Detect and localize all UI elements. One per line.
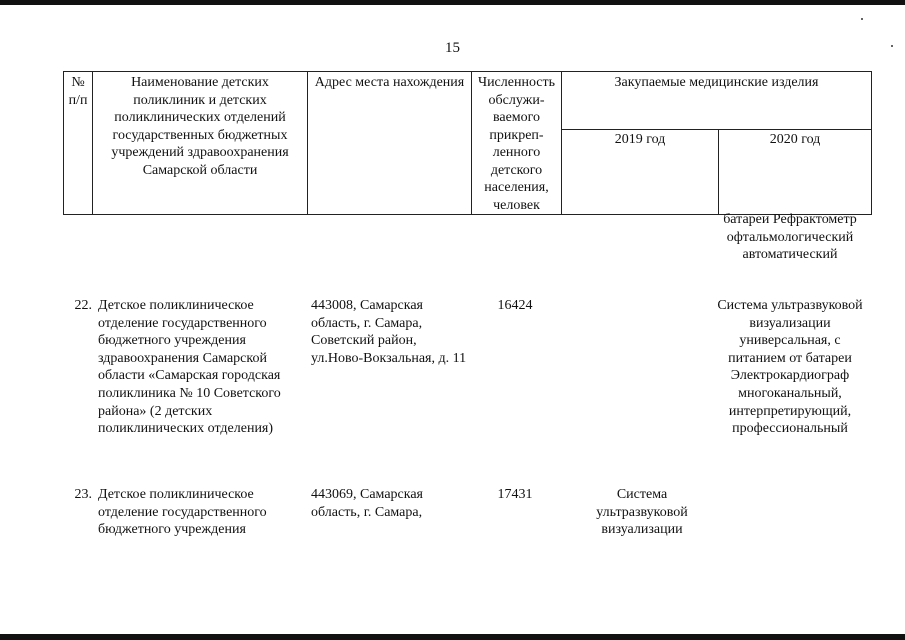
continued-items-2020: батареи Рефрактометр офтальмологический автоматический xyxy=(723,212,857,263)
row-22-name: Детское поликлиническое отделение государственного бюджетного учреждения здравоохранения Самарской области «Самарская городская поликлиника № 10 Советского района» (2 детских поликлинических отделения) xyxy=(98,298,281,437)
page-number: 15 xyxy=(445,40,460,56)
row-23-address: 443069, Самарская область, г. Самара, xyxy=(311,487,423,520)
row-22-num: 22. xyxy=(74,298,92,313)
row-23-name: Детское поликлиническое отделение государственного бюджетного учреждения xyxy=(98,487,267,538)
scan-speck xyxy=(861,18,863,20)
top-scan-border xyxy=(0,0,905,5)
header-year-2019: 2019 год xyxy=(562,129,719,214)
row-22-address: 443008, Самарская область, г. Самара, Советский район, ул.Ново-Вокзальная, д. 11 xyxy=(311,298,467,366)
row-22-items-2020: Система ультразвуковой визуализации универсальная, с питанием от батареи Электрокардиограф многоканальный, интерпретирующий, профессиональный xyxy=(717,298,863,437)
row-23-population: 17431 xyxy=(497,487,533,502)
row-23-items-2019: Система ультразвуковой визуализации xyxy=(596,487,688,538)
header-population: Численность обслужи-ваемого прикреп-ленного детского населения, человек xyxy=(472,72,562,215)
header-purchased: Закупаемые медицинские изделия xyxy=(562,72,872,130)
header-num: № п/п xyxy=(64,72,93,215)
row-23-num: 23. xyxy=(74,487,92,502)
row-22-population: 16424 xyxy=(497,298,533,313)
bottom-scan-border xyxy=(0,634,905,640)
header-year-2020: 2020 год xyxy=(719,129,872,214)
header-name: Наименование детских поликлиник и детских поликлинических отделений государственных бюджетных учреждений здравоохранения Самарской области xyxy=(93,72,308,215)
header-table xyxy=(63,71,872,215)
header-address: Адрес места нахождения xyxy=(308,72,472,215)
